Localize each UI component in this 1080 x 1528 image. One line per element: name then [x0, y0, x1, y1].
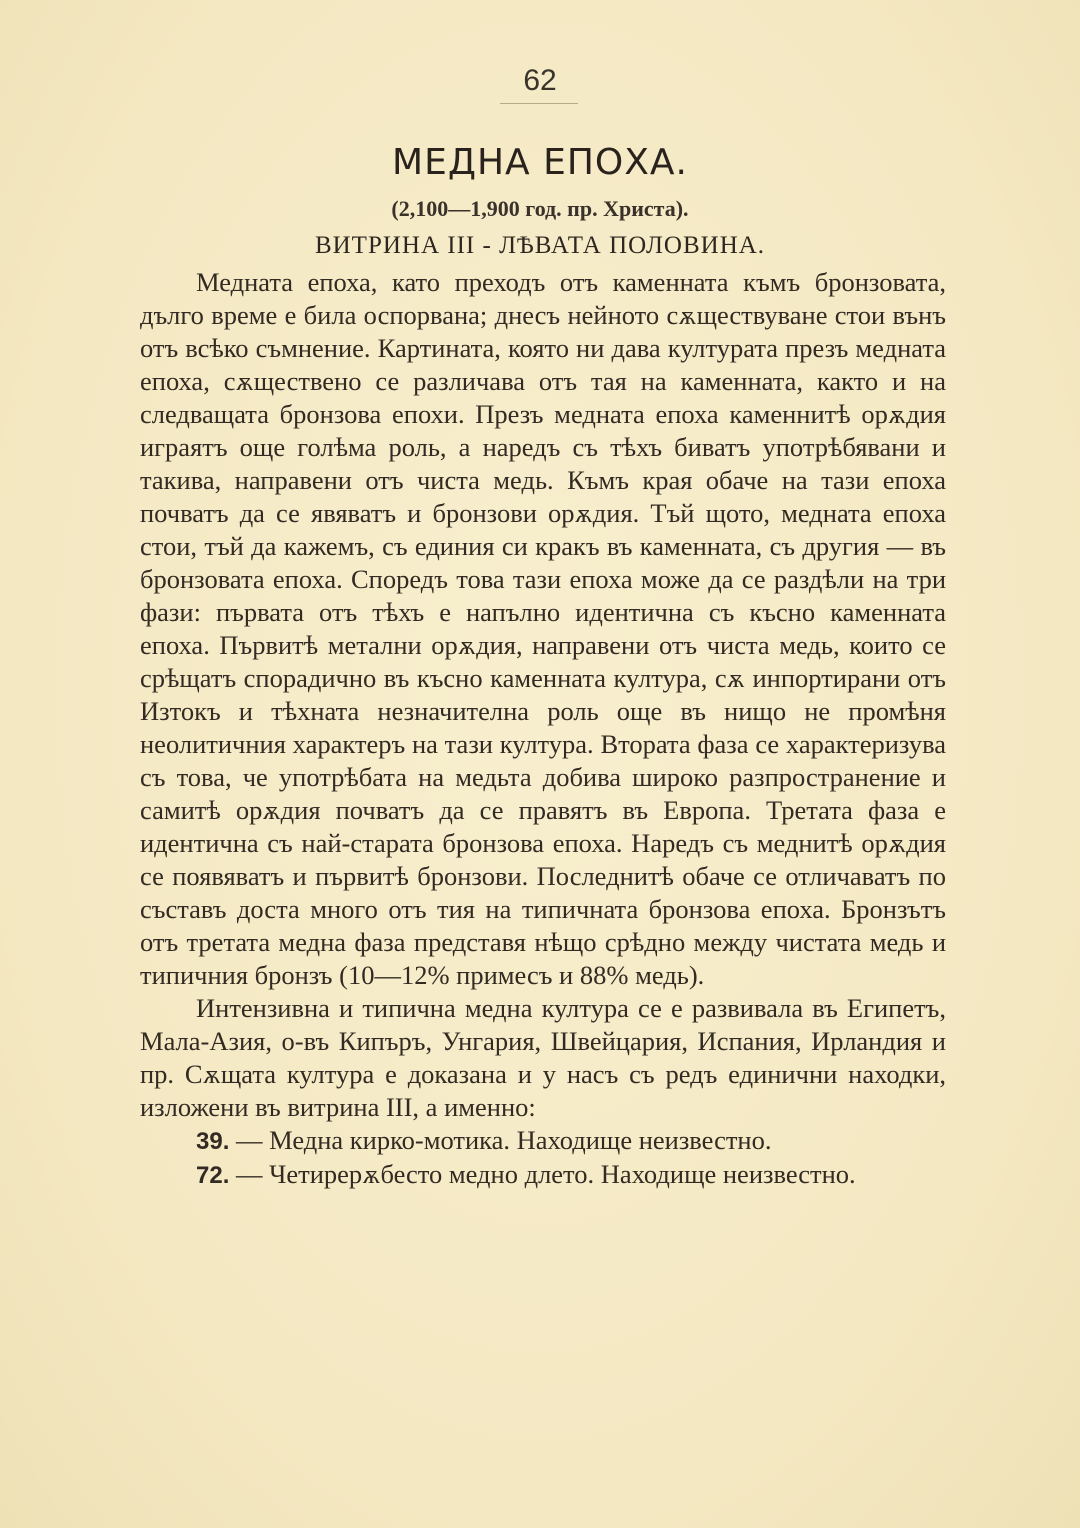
item-text: — Четирерѫбесто медно длето. Находище неизвестно.	[229, 1159, 856, 1189]
item-number: 39.	[196, 1128, 230, 1155]
paragraph-1: Медната епоха, като преходъ отъ каменната къмъ бронзовата, дълго време е била оспорвана; днесъ нейното сѫществуване стои вънъ отъ всѣко съмнение. Картината, която ни дава културата презъ медната епоха, сѫществено се различава отъ тая на каменната, както и на следващата бронзова епохи. Презъ медната епоха каменнитѣ орѫдия играятъ още голѣма роль, а наредъ съ тѣхъ биватъ употрѣбявани и такива, направени отъ чиста медь. Къмъ края обаче на тази епоха почватъ да се явяватъ и бронзови орѫдия. Тъй щото, медната епоха стои, тъй да кажемъ, съ единия си кракъ въ каменната, съ другия — въ бронзовата епоха. Споредъ това тази епоха може да се раздѣли на три фази: първата отъ тѣхъ е напълно идентична съ късно каменната епоха. Първитѣ метални орѫдия, направени отъ чиста медь, които се срѣщатъ спорадично въ късно каменната култура, сѫ инпортирани отъ Изтокъ и тѣхната незначителна роль още въ нищо не промѣня неолитичния характеръ на тази култура. Втората фаза се характеризува съ това, че употрѣбата на медьта добива широко разпространение и самитѣ орѫдия почватъ да се правятъ въ Европа. Третата фаза е идентична съ най-старата бронзова епоха. Наредъ съ меднитѣ орѫдия се появяватъ и първитѣ бронзови. Последнитѣ обаче се отличаватъ по съставъ доста много отъ тия на типичната бронзова епоха. Бронзътъ отъ третата медна фаза представя нѣщо срѣдно между чистата медь и типичния бронзъ (10—12% примесъ и 88% медь).	[140, 267, 946, 990]
chapter-title: МЕДНА ЕПОХА.	[392, 142, 688, 183]
paragraph-2: Интензивна и типична медна култура се е развивала въ Египетъ, Мала-Азия, о-въ Кипъръ, Унгария, Швейцария, Испания, Ирландия и пр. Сѫщата култура е доказана и у насъ съ редъ единични находки, изложени въ витрина III, а именно:	[140, 993, 946, 1122]
item-number: 72.	[196, 1162, 230, 1189]
list-item	[140, 1124, 946, 1158]
list-item	[140, 1158, 946, 1192]
body-text	[140, 266, 946, 1192]
page-number-rule	[500, 103, 578, 104]
date-range-subtitle: (2,100—1,900 год. пр. Христа).	[391, 196, 689, 221]
item-text: — Медна кирко-мотика. Находище неизвестно.	[229, 1125, 772, 1155]
section-heading: ВИТРИНА III - ЛѢВАТА ПОЛОВИНА.	[314, 232, 766, 259]
page-number: 62	[523, 64, 557, 97]
